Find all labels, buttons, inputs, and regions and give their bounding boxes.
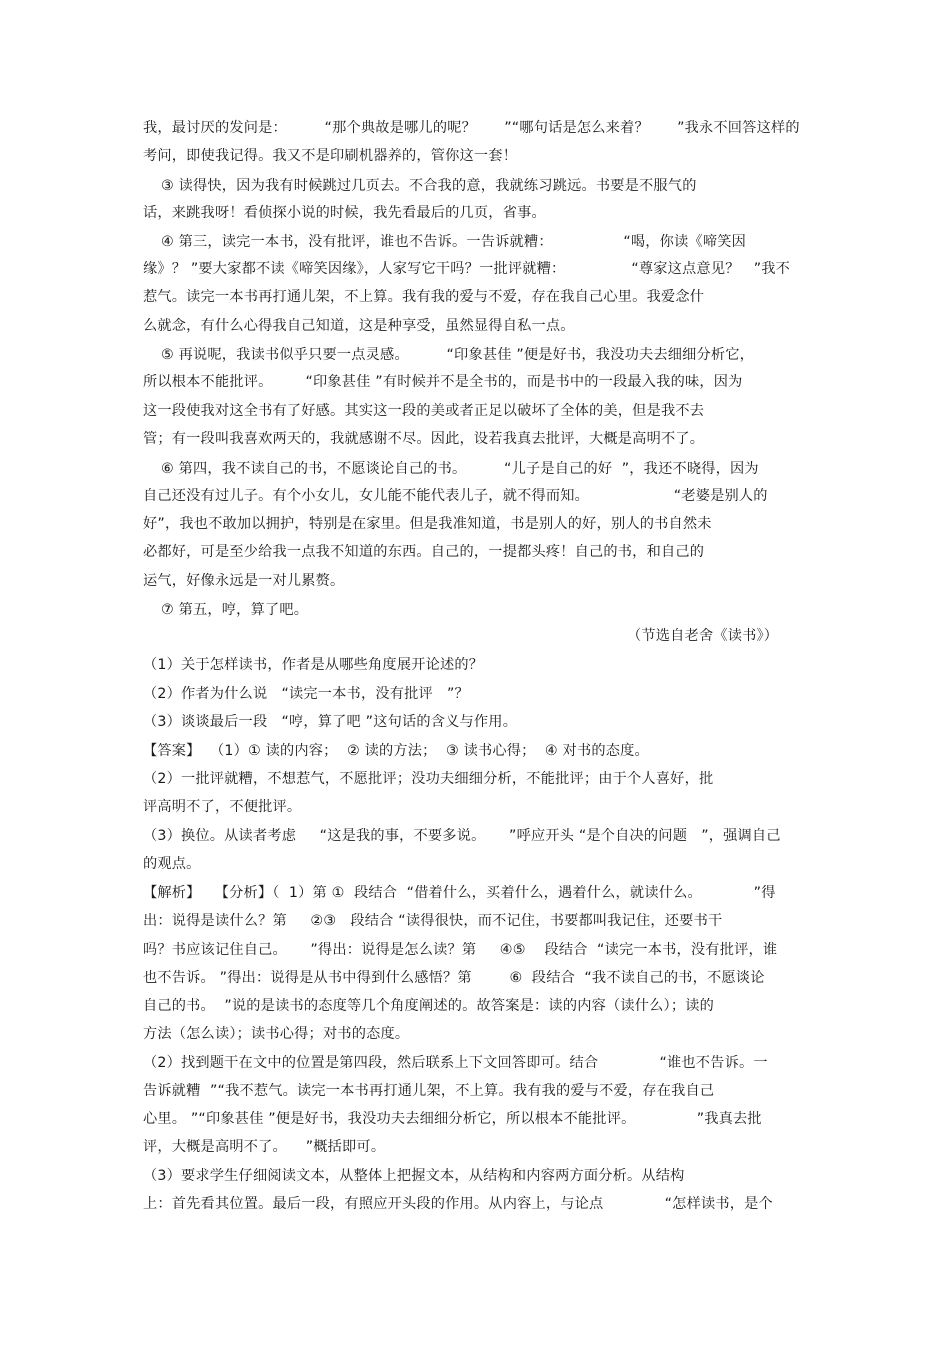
text-line: 上：首先看其位置。最后一段，有照应开头段的作用。从内容上，与论点 “怎样读书，是个 — [143, 1196, 773, 1212]
text-line: ⑥ 第四，我不读自己的书，不愿谈论自己的书。 “儿子是自己的好 ”，我还不晓得，因为 — [161, 461, 759, 477]
text-line: 评高明不了，不便批评。 — [143, 799, 302, 815]
text-line: 所以根本不能批评。 “印象甚佳 ”有时候并不是全书的，而是书中的一段最入我的味，因为 — [143, 374, 743, 390]
text-line: 告诉就糟 ”“我不惹气。读完一本书再打通儿架，不上算。我有我的爱与不爱，存在我自己 — [143, 1083, 715, 1099]
text-line: ⑤ 再说呢，我读书似乎只要一点灵感。 “印象甚佳 ”便是好书，我没功夫去细细分析它， — [161, 347, 755, 363]
text-line: 评，大概是高明不了。 ”概括即可。 — [143, 1139, 386, 1155]
text-line: 么就念，有什么心得我自己知道，这是种享受，虽然显得自私一点。 — [143, 318, 575, 334]
text-line: （2）一批评就糟，不想惹气，不愿批评；没功夫细细分析，不能批评；由于个人喜好，批 — [143, 771, 714, 787]
text-line: 也不告诉。 ”得出：说得是从书中得到什么感悟？第 ⑥ 段结合 “我不读自己的书，不愿谈论 — [143, 970, 765, 986]
text-line: 自己的书。 ”说的是读书的态度等几个角度阐述的。故答案是：读的内容（读什么）；读的 — [143, 998, 714, 1014]
text-line: 管；有一段叫我喜欢两天的，我就感谢不尽。因此，设若我真去批评，大概是高明不了。 — [143, 431, 705, 447]
text-line: 这一段使我对这全书有了好感。其实这一段的美或者正足以破坏了全体的美，但是我不去 — [143, 403, 705, 419]
text-line: 出：说得是读什么？第 ②③ 段结合 “读得很快，而不记住，书要都叫我记住，还要书干 — [143, 913, 723, 929]
text-line: ④ 第三，读完一本书，没有批评，谁也不告诉。一告诉就糟： “喝，你读《啼笑因 — [161, 234, 747, 250]
text-line: 吗？书应该记住自己。 ”得出：说得是怎么读？第 ④⑤ 段结合 “读完一本书，没有批评，谁 — [143, 942, 778, 958]
text-line: 好”，我也不敢加以拥护，特别是在家里。但是我准知道，书是别人的好，别人的书自然未 — [143, 516, 712, 532]
text-line: 心里。 ”“印象甚佳 ”便是好书，我没功夫去细细分析它，所以根本不能批评。 ”我真去批 — [143, 1111, 762, 1127]
question-2: （2）作者为什么说 “读完一本书，没有批评 ”？ — [143, 686, 469, 702]
source-citation: （节选自老舍《读书》） — [627, 628, 779, 644]
text-line: （2）找到题干在文中的位置是第四段，然后联系上下文回答即可。结合 “谁也不告诉。一 — [143, 1055, 768, 1071]
text-line: ⑦ 第五，哼，算了吧。 — [161, 602, 309, 618]
question-1: （1）关于怎样读书，作者是从哪些角度展开论述的？ — [143, 657, 484, 673]
text-line: 方法（怎么读）；读书心得；对书的态度。 — [143, 1026, 410, 1042]
text-line: （3）换位。从读者考虑 “这是我的事，不要多说。 ”呼应开头 “是个自决的问题 ”，强调自己 — [143, 828, 781, 844]
question-3: （3）谈谈最后一段 “哼，算了吧 ”这句话的含义与作用。 — [143, 714, 518, 730]
text-line: 话，来跳我呀！看侦探小说的时候，我先看最后的几页，省事。 — [143, 205, 546, 221]
text-line: ③ 读得快，因为我有时候跳过几页去。不合我的意，我就练习跳远。书要是不服气的 — [161, 178, 697, 194]
text-line: 自己还没有过儿子。有个小女儿，女儿能不能代表儿子，就不得而知。 “老婆是别人的 — [143, 488, 768, 504]
analysis-heading-line: 【解析】 【分析】（ 1）第 ① 段结合 “借着什么，买着什么，遇着什么，就读什么。 ”得 — [143, 885, 776, 901]
text-line: 运气，好像永远是一对儿累赘。 — [143, 573, 345, 589]
text-line: 惹气。读完一本书再打通儿架，不上算。我有我的爱与不爱，存在我自己心里。我爱念什 — [143, 289, 705, 305]
text-line: 必都好，可是至少给我一点我不知道的东西。自己的，一提都头疼！自己的书，和自己的 — [143, 544, 705, 560]
answer-heading-line: 【答案】 （1）① 读的内容； ② 读的方法； ③ 读书心得； ④ 对书的态度。 — [143, 743, 649, 759]
text-line: （3）要求学生仔细阅读文本，从整体上把握文本，从结构和内容两方面分析。从结构 — [143, 1168, 685, 1184]
text-line: 缘》？ ”要大家都不读《啼笑因缘》，人家写它干吗？一批评就糟： “尊家这点意见？ ”我不 — [143, 261, 791, 277]
text-line: 的观点。 — [143, 856, 201, 872]
text-line: 我，最讨厌的发问是： “那个典故是哪儿的呢？ ”“哪句话是怎么来着？ ”我永不回答这样的 — [143, 120, 800, 136]
text-line: 考问，即使我记得。我又不是印刷机器养的，管你这一套！ — [143, 148, 518, 164]
